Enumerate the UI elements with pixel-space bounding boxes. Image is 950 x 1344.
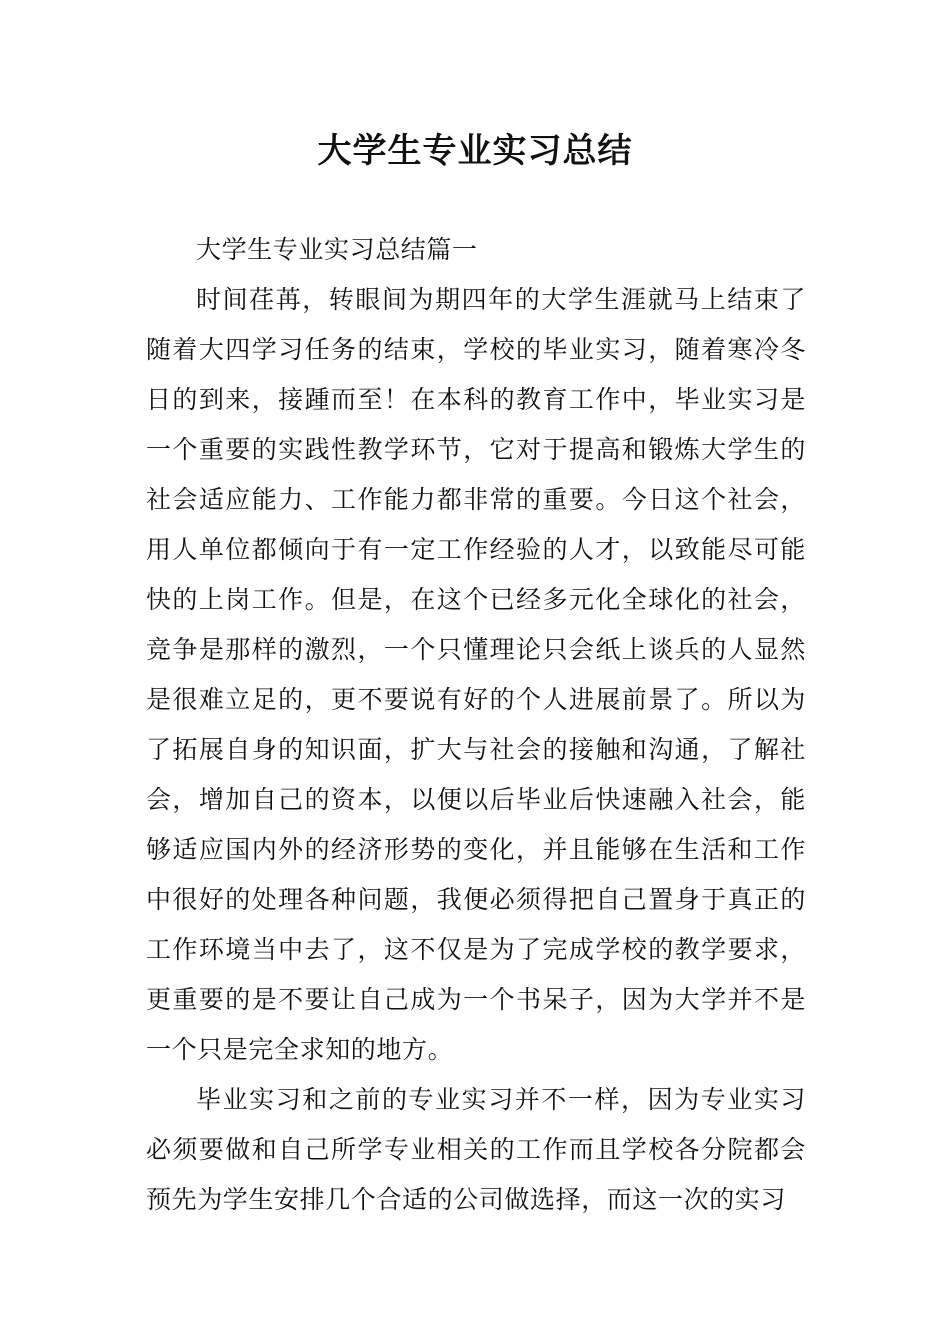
document-title: 大学生专业实习总结 [317, 131, 633, 171]
paragraph-2: 毕业实习和之前的专业实习并不一样，因为专业实习必须要做和自己所学专业相关的工作而且学校各分院都会预先为学生安排几个合适的公司做选择，而这一次的实习 [146, 1085, 806, 1214]
document-body [146, 225, 806, 1225]
paragraph-1: 时间荏苒，转眼间为期四年的大学生涯就马上结束了随着大四学习任务的结束，学校的毕业实习，随着寒冷冬日的到来，接踵而至！在本科的教育工作中，毕业实习是一个重要的实践性教学环节，它对于提高和锻炼大学生的社会适应能力、工作能力都非常的重要。今日这个社会，用人单位都倾向于有一定工作经验的人才，以致能尽可能快的上岗工作。但是，在这个已经多元化全球化的社会，竞争是那样的激烈，一个只懂理论只会纸上谈兵的人显然是很难立足的，更不要说有好的个人进展前景了。所以为了拓展自身的知识面，扩大与社会的接触和沟通，了解社会，增加自己的资本，以便以后毕业后快速融入社会，能够适应国内外的经济形势的变化，并且能够在生活和工作中很好的处理各种问题，我便必须得把自己置身于真正的工作环境当中去了，这不仅是为了完成学校的教学要求，更重要的是不要让自己成为一个书呆子，因为大学并不是一个只是完全求知的地方。 [146, 285, 806, 1064]
section-heading: 大学生专业实习总结篇一 [196, 235, 478, 264]
